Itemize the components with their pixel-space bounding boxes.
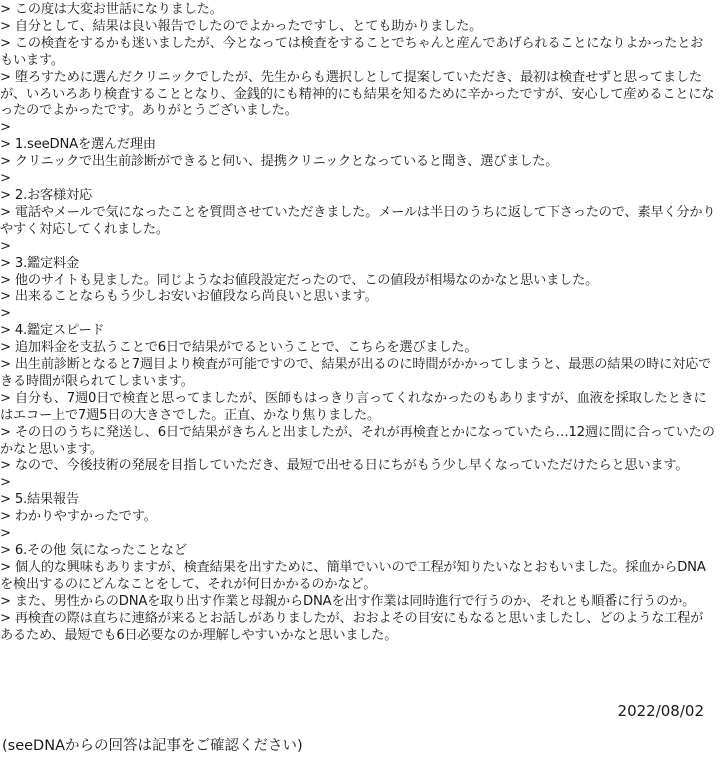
quote-line: > 堕ろすために選んだクリニックでしたが、先生からも選択しとして提案していただき、最初は検査せずと思ってましたが、いろいろあり検査することとなり、金銭的にも精神的にも結果を知るために辛かったですが、安心して産めることになったのでよかったです。ありがとうございました。: [0, 69, 715, 119]
quote-line: > わかりやすかったです。: [0, 509, 157, 525]
quoted-review-text: [0, 2, 716, 644]
quote-line: > 電話やメールで気になったことを質問させていただきました。メールは半日のうちに返して下さったので、素早く分かりやすく対応してくれました。: [0, 204, 716, 237]
quote-line: > 自分も、7週0日で検査と思ってましたが、医師もはっきり言ってくれなかったのもありますが、血液を採取したときにはエコー上で7週5日の大きさでした。正直、かなり焦りました。: [0, 390, 707, 423]
quote-line: > 個人的な興味もありますが、検査結果を出すために、簡単でいいので工程が知りたいなとおもいました。採血からDNAを検出するのにどんなことをして、それが何日かかるのかなど。: [0, 559, 706, 592]
quote-line: >: [0, 171, 11, 187]
section-heading: > 2.お客様対応: [0, 187, 92, 203]
footer-note: (seeDNAからの回答は記事をご確認ください): [2, 738, 303, 754]
quote-line: > 自分として、結果は良い報告でしたのでよかったですし、とても助かりました。: [0, 18, 483, 34]
quote-line: > 再検査の際は直ちに連絡が来るとお話しがありましたが、おおよその目安にもなると思いましたし、どのような工程があるため、最短でも6日必要なのか理解しやすいかなと思いました。: [0, 610, 704, 643]
quote-line: >: [0, 475, 11, 491]
section-heading: > 1.seeDNAを選んだ理由: [0, 137, 156, 153]
quote-line: > クリニックで出生前診断ができると伺い、提携クリニックとなっていると聞き、選びました。: [0, 154, 559, 170]
section-heading: > 5.結果報告: [0, 492, 79, 508]
quote-line: > 追加料金を支払うことで6日で結果がでるということで、こちらを選びました。: [0, 340, 478, 356]
quote-line: > なので、今後技術の発展を目指していただき、最短で出せる日にちがもう少し早くなっていただけたらと思います。: [0, 458, 689, 474]
quote-line: >: [0, 526, 11, 542]
quote-line: > 他のサイトも見ました。同じようなお値段設定だったので、この値段が相場なのかなと思いました。: [0, 272, 599, 288]
section-heading: > 6.その他 気になったことなど: [0, 543, 187, 558]
quote-line: > その日のうちに発送し、6日で結果がきちんと出ましたが、それが再検査とかになっていたら…12週に間に合っていたのかなと思います。: [0, 424, 715, 457]
quote-line: > この検査をするかも迷いましたが、今となっては検査をすることでちゃんと産んであげられることになりよかったとおもいます。: [0, 35, 704, 68]
quote-line: >: [0, 238, 11, 254]
quote-line: > 出来ることならもう少しお安いお値段なら尚良いと思います。: [0, 289, 378, 305]
post-date: 2022/08/02: [617, 702, 704, 720]
quote-line: >: [0, 120, 11, 136]
quote-line: > 出生前診断となると7週目より検査が可能ですので、結果が出るのに時間がかかってしまうと、最悪の結果の時に対応できる時間が限られてしまいます。: [0, 357, 712, 389]
quote-line: > この度は大変お世話になりました。: [0, 2, 223, 17]
section-heading: > 3.鑑定料金: [0, 255, 79, 271]
section-heading: > 4.鑑定スピード: [0, 323, 105, 339]
quote-line: > また、男性からのDNAを取り出す作業と母親からDNAを出す作業は同時進行で行うのか、それとも順番に行うのか。: [0, 593, 696, 609]
quote-line: >: [0, 306, 11, 322]
